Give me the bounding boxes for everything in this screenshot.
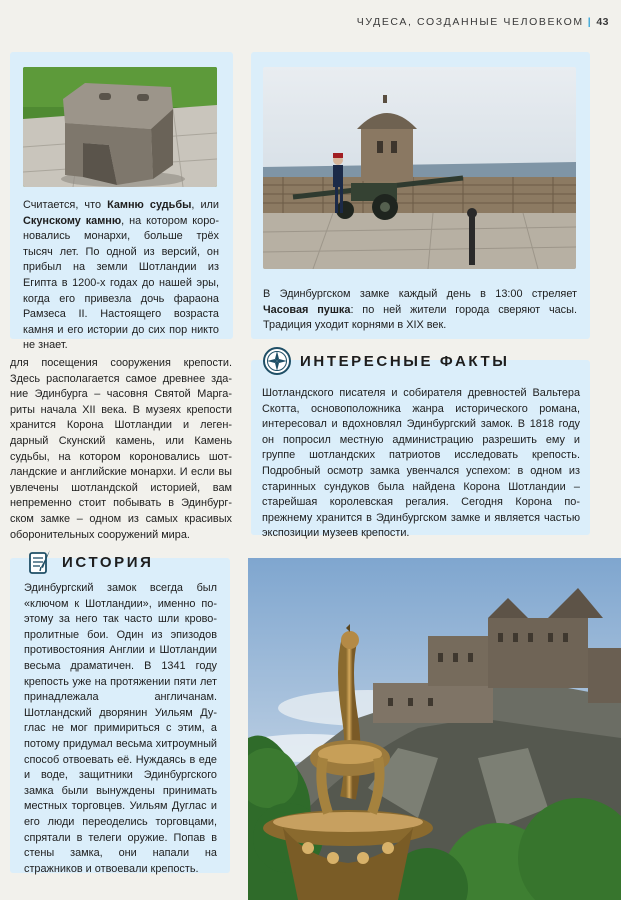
facts-heading	[262, 346, 510, 376]
header-separator: |	[587, 16, 593, 28]
stone-of-destiny-term: Камню судьбы	[107, 199, 192, 211]
section-title: ЧУДЕСА, СОЗДАННЫЕ ЧЕЛОВЕКОМ	[356, 16, 584, 28]
page-number: 43	[596, 16, 609, 28]
facts-text: Шотландского писателя и собирателя древностей Вальтера Скотта, основоположника жанра исторического романа, интересовал и вдохновлял Эдинбургский замок. В 1818 году он попросил местную администрацию разрешить ему и группе шотландских патриотов исследовать крепость. Подробный осмотр замка увенчался успехом: в одном из старинных сундуков была найдена Корона Шотландии – старейшая королевская регалия. Сегодня Корона по-прежнему хранится в Эдинбургском замке и является частью экспозиции музеев крепости.	[262, 387, 580, 540]
stone-caption	[23, 198, 219, 354]
running-head	[357, 16, 609, 28]
one-oclock-gun-term: Часовая пушка	[263, 303, 351, 316]
stone-caption-text: , на котором короновались монархи, больше трёх тысяч лет. По одной из версий, он прибыл на земли Шотландии из Египта в 1200-х годах до нашей эры, когда его привезла дочь фараона Рамзеса II. Настоящего возраста камня и его истории до сих пор никто не знает.	[23, 214, 219, 352]
compass-icon	[262, 346, 292, 376]
intro-paragraph: для посещения сооружения крепости. Здесь располагается самое древнее здание Эдинбурга – часовня Святой Маргариты начала XII века. В музеях крепости хранится Корона Шотландии и легендарный Скунский камень, или Камень судьбы, на котором короновались шотландские и английские монархи. И если вы увлечены шотландской историей, вам непременно стоит побывать в Эдинбургском замке – одном из самых красивых оборонительных сооружений мира.	[10, 357, 232, 541]
history-title: ИСТОРИЯ	[62, 553, 154, 571]
stone-caption-text: Считается, что	[23, 199, 108, 211]
stone-photo	[23, 67, 217, 187]
cannon-caption-text: : по ней жители города сверяют часы. Традиция уходит корнями в XIX век.	[263, 303, 577, 332]
cannon-caption	[263, 287, 577, 334]
facts-title: ИНТЕРЕСНЫЕ ФАКТЫ	[300, 352, 510, 370]
castle-photo	[248, 558, 621, 900]
history-text: Эдинбургский замок всегда был «ключом к Шотландии», именно поэтому за него так часто шли кровопролитные бои. Один из эпизодов противостояния Англии и Шотландии весьма драматичен. В 1341 году крепость уже на протяжении пяти лет принадлежала англичанам. Шотландский дворянин Уильям Дуглас не мог примириться с этим, а потому придумал весьма хитроумный способ отвоевать её. Нуждаясь в еде и воде, защитники Эдинбургского замка были вынуждены принимать местных торговцев. Уильям Дуглас и его люди переоделись торговцами, спрятали в телеги оружие. Попав в стены замка, они напали на стражников и отвоевали крепость.	[24, 582, 217, 875]
cannon-caption-text: В Эдинбургском замке каждый день в 13:00 стреляет	[263, 288, 577, 300]
stone-caption-text: , или	[191, 199, 219, 211]
stone-of-scone-term: Скунскому камню	[23, 214, 122, 227]
history-heading	[24, 547, 153, 577]
cannon-photo	[263, 67, 576, 269]
scroll-quill-icon	[24, 547, 54, 577]
